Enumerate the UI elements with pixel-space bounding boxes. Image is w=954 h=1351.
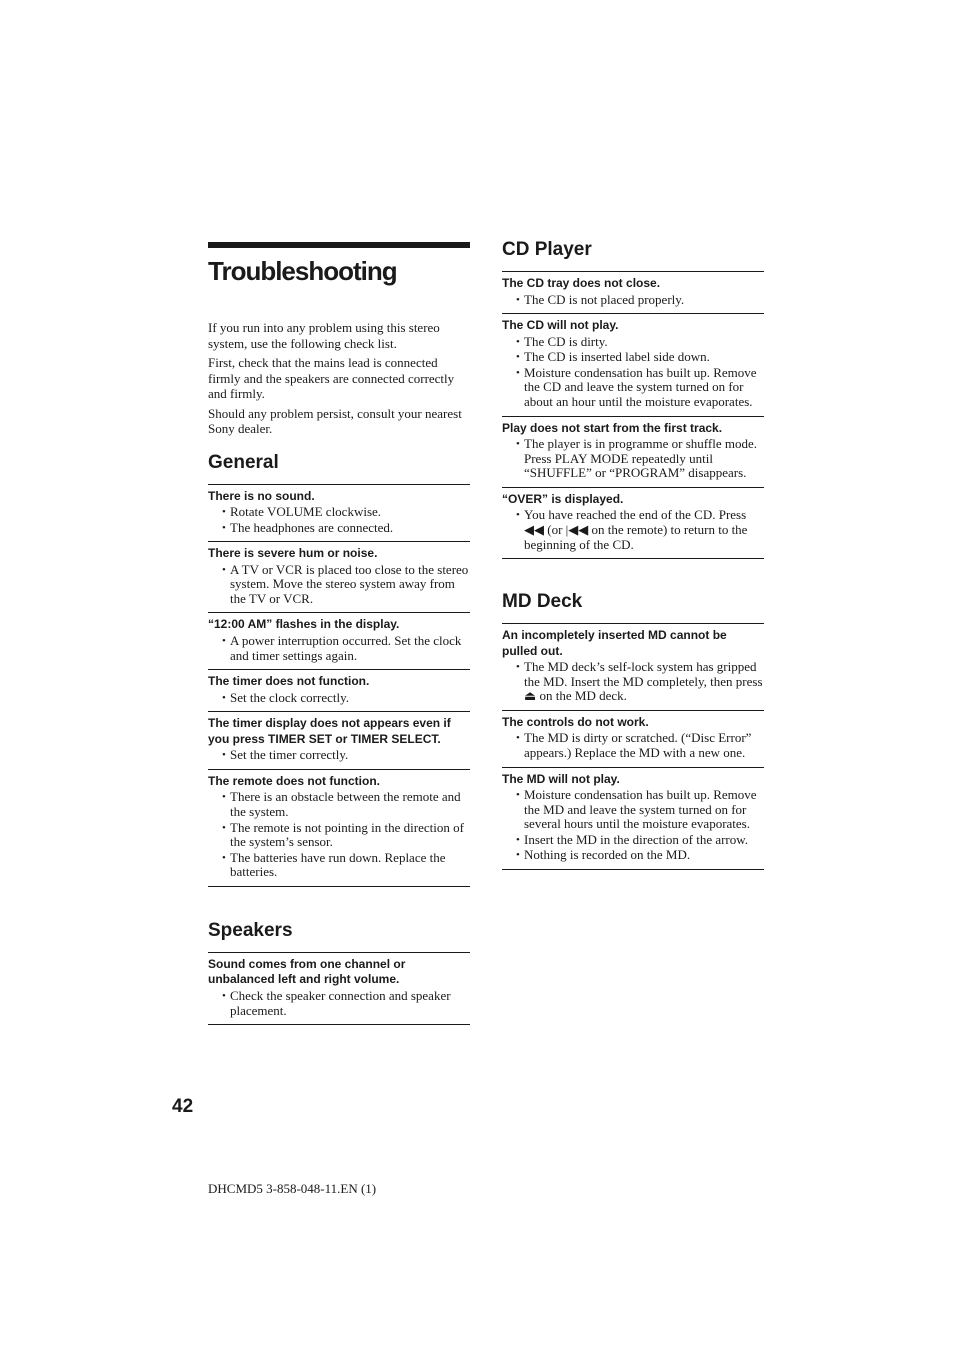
problem-item (208, 711, 470, 769)
page-title: Troubleshooting (208, 256, 397, 286)
fix-item: • Check the speaker connection and speaker placement. (222, 989, 470, 1018)
fix-item: • Set the timer correctly. (222, 748, 470, 763)
problem-title: The controls do not work. (502, 714, 649, 729)
left-column (208, 242, 470, 1025)
fix-item: • The CD is inserted label side down. (516, 350, 764, 365)
problem-list (208, 484, 470, 887)
fix-item: • Set the clock correctly. (222, 691, 470, 706)
fix-list (208, 790, 470, 880)
problem-item (502, 271, 764, 313)
section-heading: CD Player (502, 239, 592, 260)
problem-title: The CD tray does not close. (502, 276, 661, 290)
problem-title: “OVER” is displayed. (502, 491, 624, 506)
fix-item: • Insert the MD in the direction of the arrow. (516, 833, 764, 848)
problem-title: There is severe hum or noise. (208, 546, 378, 561)
fix-item: • Nothing is recorded on the MD. (516, 848, 764, 863)
problem-item (208, 952, 470, 1024)
intro (208, 320, 470, 437)
fix-item: • The MD is dirty or scratched. (“Disc Error” appears.) Replace the MD with a new one. (516, 731, 764, 760)
problem-title: The remote does not function. (208, 773, 381, 788)
fix-item: • The remote is not pointing in the direction of the system’s sensor. (222, 821, 470, 850)
problem-title: The CD will not play. (502, 318, 619, 333)
fix-list (502, 731, 764, 760)
section-cd-player (502, 238, 764, 559)
title-rule (208, 242, 470, 248)
section-general (208, 451, 470, 887)
problem-item (208, 612, 470, 669)
problem-title: Play does not start from the first track. (502, 420, 723, 435)
fix-list (502, 293, 764, 308)
problem-item (208, 484, 470, 542)
problem-title: The MD will not play. (502, 771, 620, 786)
fix-item: • The batteries have run down. Replace the batteries. (222, 851, 470, 880)
problem-item (502, 710, 764, 767)
intro-paragraph: If you run into any problem using this stereo system, use the following check list. (208, 320, 440, 351)
fix-list (208, 989, 470, 1018)
problem-item (208, 769, 470, 886)
problem-title: The timer does not function. (208, 674, 370, 689)
page-number: 42 (172, 1096, 194, 1117)
fix-item: • The player is in programme or shuffle mode. Press PLAY MODE repeatedly until “SHUFFLE” or “PROGRAM” disappears. (516, 437, 764, 481)
intro-paragraph: First, check that the mains lead is connected firmly and the speakers are connected correctly and firmly. (208, 355, 455, 401)
section-speakers (208, 919, 470, 1025)
fix-list (502, 660, 764, 704)
problem-title: Sound comes from one channel or unbalanced left and right volume. (208, 956, 406, 987)
fix-item: • A TV or VCR is placed too close to the stereo system. Move the stereo system away from the TV or VCR. (222, 563, 470, 607)
fix-item: • Moisture condensation has built up. Remove the CD and leave the system turned on for about an hour until the moisture evaporates. (516, 366, 764, 410)
fix-item: • The MD deck’s self-lock system has gripped the MD. Insert the MD completely, then press ⏏ on the MD deck. (516, 660, 764, 704)
intro-paragraph: Should any problem persist, consult your nearest Sony dealer. (208, 405, 462, 436)
fix-list (502, 788, 764, 863)
problem-item (502, 416, 764, 487)
fix-item: • Moisture condensation has built up. Remove the MD and leave the system turned on for several hours until the moisture evaporates. (516, 788, 764, 832)
problem-title: An incompletely inserted MD cannot be pulled out. (502, 628, 727, 658)
problem-item (502, 487, 764, 558)
fix-item: • A power interruption occurred. Set the clock and timer settings again. (222, 634, 470, 663)
fix-item: • The headphones are connected. (222, 521, 470, 536)
right-column (502, 238, 764, 870)
problem-title: The timer display does not appears even if you press TIMER SET or TIMER SELECT. (208, 716, 451, 746)
problem-item (502, 767, 764, 869)
problem-item (208, 541, 470, 612)
footer-code: DHCMD5 3-858-048-11.EN (1) (208, 1181, 377, 1196)
problem-item (502, 623, 764, 710)
fix-item: • The CD is dirty. (516, 335, 764, 350)
section-heading: MD Deck (502, 591, 583, 613)
section-md-deck (502, 590, 764, 870)
section-heading: General (208, 451, 279, 473)
problem-title: There is no sound. (208, 488, 315, 503)
fix-item: • Rotate VOLUME clockwise. (222, 505, 470, 520)
problem-list (502, 623, 764, 870)
fix-list (502, 437, 764, 481)
fix-list (208, 505, 470, 535)
problem-title: “12:00 AM” flashes in the display. (208, 617, 400, 632)
fix-item: • The CD is not placed properly. (516, 293, 764, 308)
fix-list (208, 563, 470, 607)
fix-item: • You have reached the end of the CD. Press ◀◀ (or |◀◀ on the remote) to return to the beginning of the CD. (516, 508, 764, 552)
problem-item (502, 313, 764, 415)
problem-item (208, 669, 470, 711)
fix-list (208, 748, 470, 763)
fix-list (208, 691, 470, 706)
problem-list (502, 271, 764, 559)
fix-list (502, 508, 764, 552)
fix-list (208, 634, 470, 663)
fix-item: • There is an obstacle between the remote and the system. (222, 790, 470, 819)
problem-list (208, 952, 470, 1025)
section-heading: Speakers (208, 919, 293, 941)
fix-list (502, 335, 764, 410)
